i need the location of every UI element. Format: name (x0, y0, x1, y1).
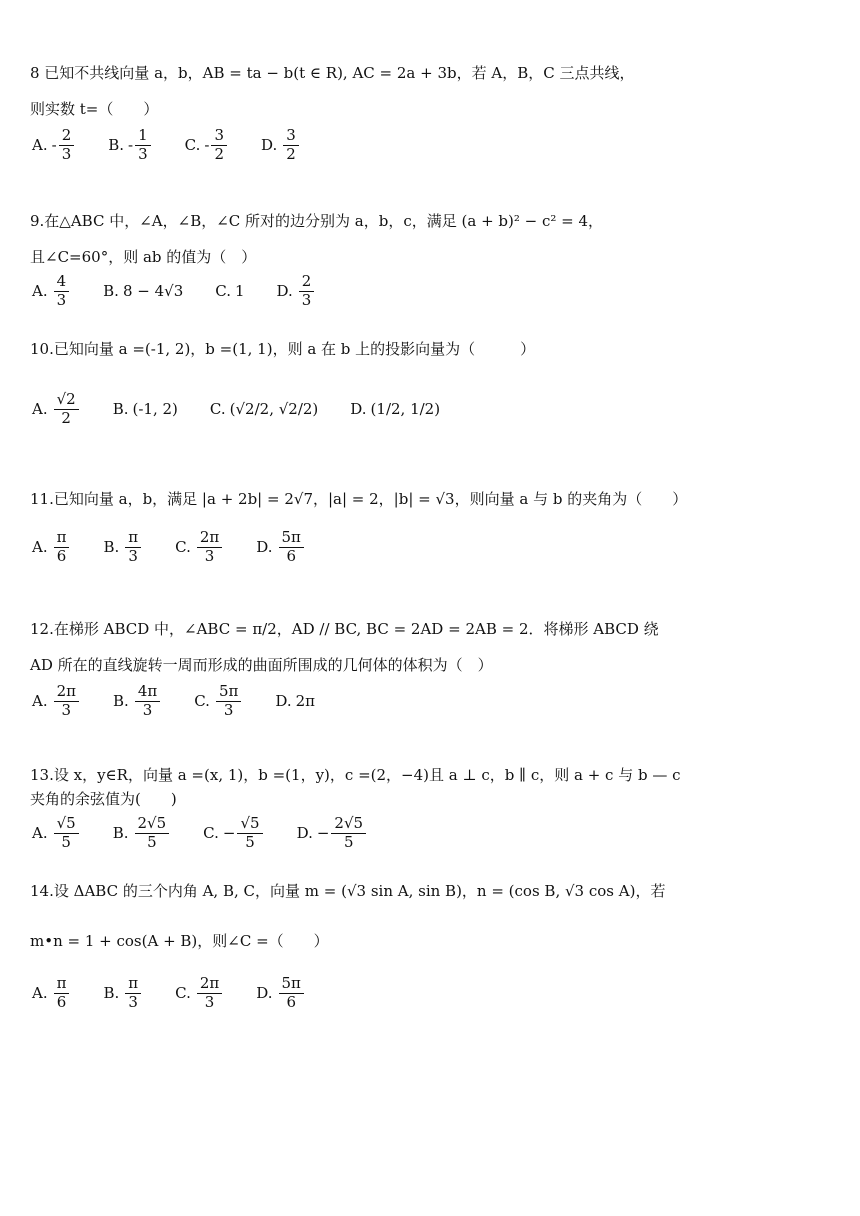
option-d[interactable]: D. $\frac{5\pi}{6}$ (256, 976, 306, 1011)
option-b[interactable]: B. 8 − 4√3 (103, 282, 184, 301)
option-a[interactable]: A. $\frac{2\pi}{3}$ (32, 684, 81, 719)
question-9-stem: 9.在△ABC 中，∠A，∠B，∠C 所对的边分别为 a，b，c，满足 (a + b)² − c² = 4， (30, 212, 604, 230)
option-d[interactable]: D. (1/2, 1/2) (350, 400, 441, 419)
option-d[interactable]: D. $\frac{5\pi}{6}$ (256, 530, 306, 565)
question-11-stem: 11.已知向量 a，b，满足 |a + 2b| = 2√7，|a| = 2，|b| = √3，则向量 a 与 b 的夹角为（ ） (30, 490, 688, 508)
question-12-options (32, 684, 347, 719)
question-8-options (32, 128, 333, 163)
option-d[interactable]: D. 2π (275, 692, 316, 711)
option-c[interactable]: C. 1 (215, 282, 245, 301)
option-c[interactable]: C. $\frac{5\pi}{3}$ (194, 684, 243, 719)
question-13-options (32, 816, 400, 851)
option-d[interactable]: D. $\frac{2}{3}$ (277, 274, 317, 309)
question-9-prompt: 且∠C=60°，则 ab 的值为（ ） (30, 248, 257, 266)
option-a[interactable]: A. $\frac{\pi}{6}$ (32, 976, 71, 1011)
option-d[interactable]: D. $\frac{3}{2}$ (261, 128, 301, 163)
question-11-options (32, 530, 338, 565)
question-13-prompt: 夹角的余弦值为( ) (30, 790, 177, 808)
option-a[interactable]: A. $\frac{4}{3}$ (32, 274, 71, 309)
option-b[interactable]: B. $\frac{\pi}{3}$ (103, 976, 143, 1011)
option-c[interactable]: C. $\frac{2\pi}{3}$ (175, 530, 224, 565)
option-c[interactable]: C. - $\frac{3}{2}$ (185, 128, 229, 163)
option-a[interactable]: A. $\frac{\pi}{6}$ (32, 530, 71, 565)
question-12-stem: 12.在梯形 ABCD 中，∠ABC = π/2，AD // BC, BC = 2AD = 2AB = 2．将梯形 ABCD 绕 (30, 620, 659, 638)
option-b[interactable]: B. $\frac{2√5}{5}$ (113, 816, 171, 851)
option-a[interactable]: A. $\frac{√2}{2}$ (32, 392, 81, 427)
question-12-prompt: AD 所在的直线旋转一周而形成的曲面所围成的几何体的体积为（ ） (30, 656, 493, 674)
question-13-stem: 13.设 x，y∈R，向量 a =(x, 1)，b =(1，y)，c =(2，−4)且 a ⊥ c，b ∥ c，则 a + c 与 b — c (30, 766, 681, 784)
option-c[interactable]: C. − $\frac{√5}{5}$ (203, 816, 264, 851)
option-b[interactable]: B. $\frac{4\pi}{3}$ (113, 684, 162, 719)
question-14-prompt: m•n = 1 + cos(A + B)，则∠C =（ ） (30, 932, 329, 950)
question-10-options (32, 392, 472, 427)
option-c[interactable]: C. (√2/2, √2/2) (209, 400, 319, 419)
option-b[interactable]: B. - $\frac{1}{3}$ (108, 128, 152, 163)
question-8-stem: 8 已知不共线向量 a，b，AB = ta − b(t ∈ R), AC = 2a + 3b，若 A，B，C 三点共线， (30, 64, 635, 82)
option-a[interactable]: A. $\frac{√5}{5}$ (32, 816, 81, 851)
question-9-options (32, 274, 348, 309)
question-14-options (32, 976, 338, 1011)
option-d[interactable]: D. − $\frac{2√5}{5}$ (297, 816, 369, 851)
option-b[interactable]: B. $\frac{\pi}{3}$ (103, 530, 143, 565)
question-14-stem: 14.设 ΔABC 的三个内角 A, B, C，向量 m = (√3 sin A, sin B)，n = (cos B, √3 cos A)，若 (30, 882, 666, 900)
option-b[interactable]: B. (-1, 2) (112, 400, 178, 419)
question-8-prompt: 则实数 t=（ ） (30, 100, 159, 118)
question-10-stem: 10.已知向量 a =(-1, 2)，b =(1, 1)，则 a 在 b 上的投影向量为（ ） (30, 340, 536, 358)
option-c[interactable]: C. $\frac{2\pi}{3}$ (175, 976, 224, 1011)
option-a[interactable]: A. - $\frac{2}{3}$ (32, 128, 76, 163)
